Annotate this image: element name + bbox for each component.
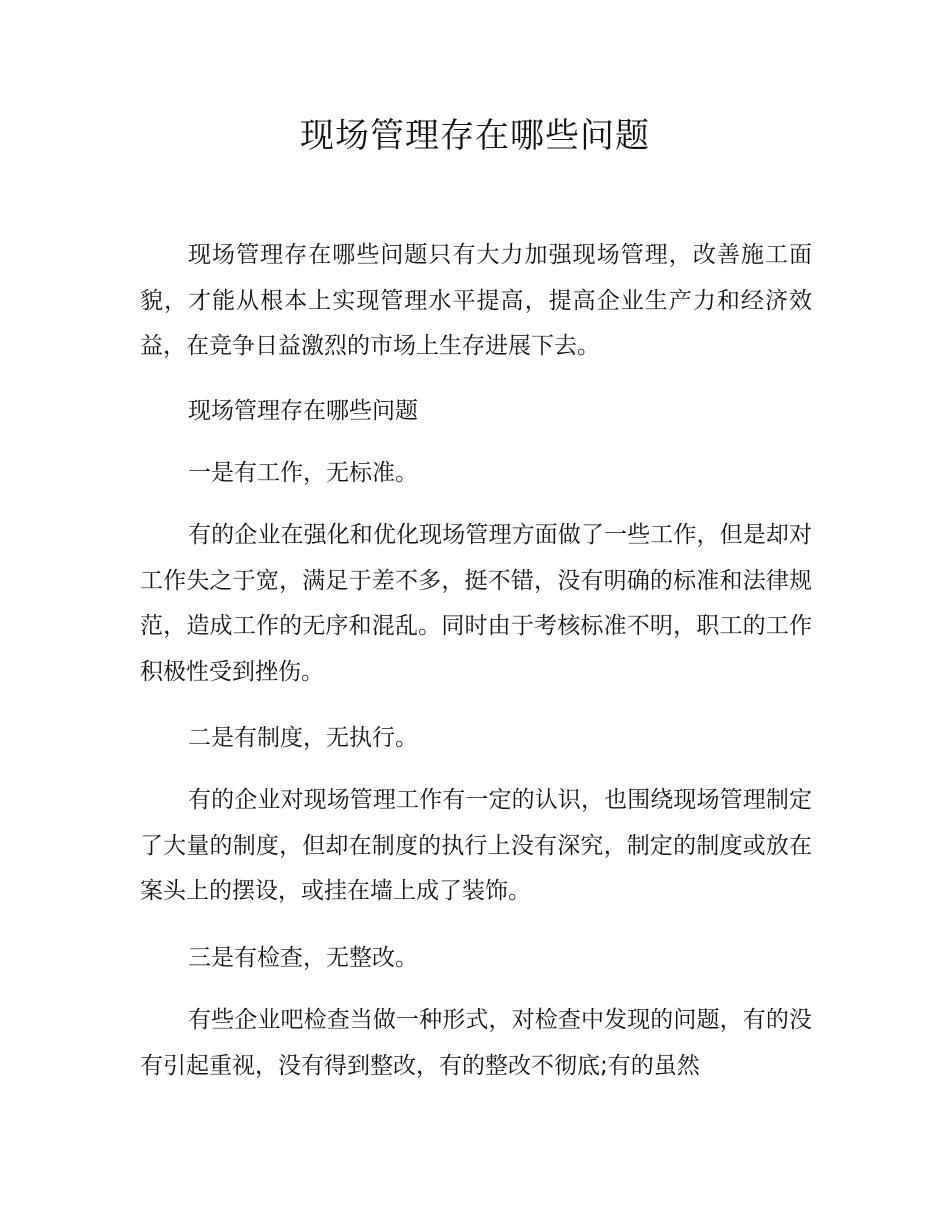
paragraph-point-three: 三是有检查，无整改。 (188, 945, 418, 971)
paragraph-intro: 现场管理存在哪些问题只有大力加强现场管理，改善施工面貌，才能从根本上实现管理水平提高，提高企业生产力和经济效益，在竞争日益激烈的市场上生存进展下去。 (140, 242, 812, 359)
paragraph-point-one-detail: 有的企业在强化和优化现场管理方面做了一些工作，但是却对工作失之于宽，满足于差不多，挺不错，没有明确的标准和法律规范，造成工作的无序和混乱。同时由于考核标准不明，职工的工作积极性受到挫伤。 (140, 522, 812, 685)
paragraph-point-two: 二是有制度，无执行。 (188, 725, 418, 751)
paragraph-point-one: 一是有工作，无标准。 (188, 460, 418, 486)
paragraph-point-two-detail: 有的企业对现场管理工作有一定的认识，也围绕现场管理制定了大量的制度，但却在制度的执行上没有深究，制定的制度或放在案头上的摆设，或挂在墙上成了装饰。 (140, 787, 812, 904)
paragraph-point-three-detail: 有些企业吧检查当做一种形式，对检查中发现的问题，有的没有引起重视，没有得到整改，有的整改不彻底;有的虽然 (140, 1007, 812, 1079)
paragraph-heading: 现场管理存在哪些问题 (188, 398, 418, 424)
document-title: 现场管理存在哪些问题 (300, 116, 650, 156)
